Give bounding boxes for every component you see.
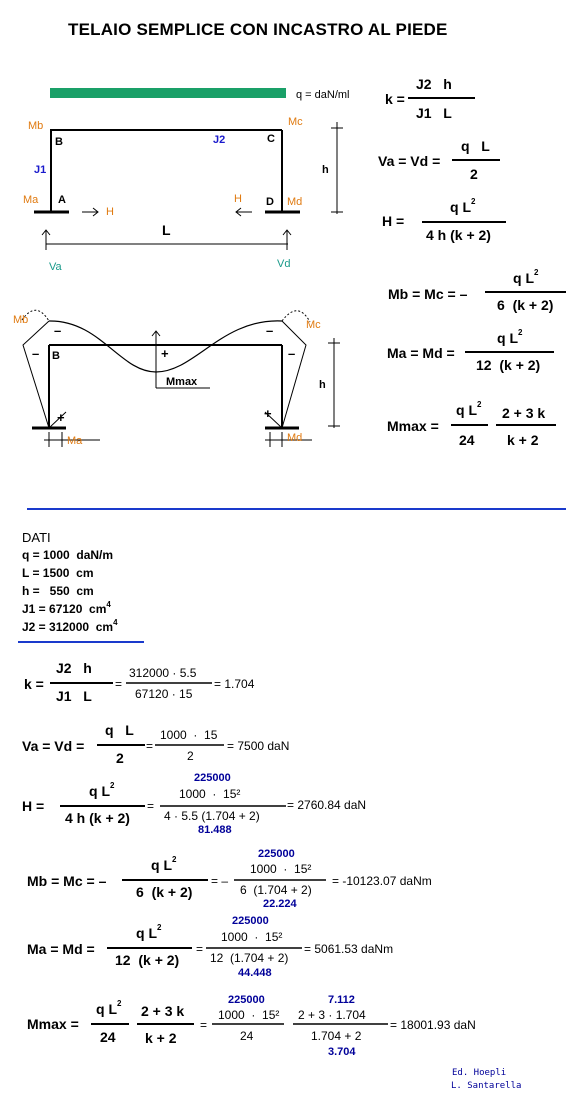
sign-minus: – [32, 346, 40, 361]
load-label: q = daN/ml [296, 89, 350, 101]
dati-heading: DATI [22, 530, 51, 545]
label-ma: Ma [67, 435, 83, 447]
calc-ma-bottom: 44.448 [238, 967, 272, 979]
label-mc: Mc [306, 319, 321, 331]
formula-k-den: J1 L [416, 105, 452, 121]
label-j2: J2 [213, 134, 226, 146]
calc-mmax-den3: 1.704 + 2 [311, 1029, 362, 1043]
label-b: B [55, 136, 63, 148]
calc-h-lhs: H = [22, 798, 45, 814]
formula-mmax-den: 24 [459, 432, 475, 448]
calc-mb-num: q $L^2$ [151, 855, 177, 873]
calc-k-den: J1 L [56, 688, 92, 704]
label-md: Md [287, 196, 303, 208]
formula-k-num: J2 h [416, 76, 452, 92]
calc-va-den: 2 [116, 750, 124, 766]
dati-l: L = 1500 cm [22, 566, 94, 580]
formula-mb-num: q $L^2$ [513, 268, 539, 286]
label-mc: Mc [288, 116, 303, 128]
calc-mb-result: = -10123.07 daNm [332, 874, 432, 888]
calc-k-num: J2 h [56, 660, 92, 676]
label-mb: Mb [28, 120, 44, 132]
calc-h-num2: 1000 · 15² [179, 787, 241, 801]
calc-h-result: = 2760.84 daN [287, 798, 367, 812]
formula-h-lhs: H = [382, 213, 405, 229]
calc-ma-top: 225000 [232, 915, 269, 927]
calc-mb-eq: = – [211, 874, 229, 888]
label-h-right: H [234, 193, 242, 205]
formula-ma-lhs: Ma = Md = [387, 345, 455, 361]
calc-mmax-top3: 7.112 [328, 994, 355, 1006]
calc-mmax-num-b: 2 + 3 k [141, 1003, 185, 1019]
label-md: Md [287, 432, 303, 444]
formula-mmax-lhs: Mmax = [387, 418, 439, 434]
calc-va-num2: 1000 · 15 [160, 728, 218, 742]
label-a: A [58, 194, 66, 206]
calc-ma-num: q $L^2$ [136, 923, 162, 941]
formula-k-lhs: k = [385, 91, 405, 107]
calc-mmax-result: = 18001.93 daN [390, 1018, 476, 1032]
calc-mmax-bottom3: 3.704 [328, 1046, 356, 1058]
label-mmax: Mmax [166, 376, 198, 388]
label-b: B [52, 350, 60, 362]
calc-mmax-den: 24 [100, 1029, 116, 1045]
formula-mb-lhs: Mb = Mc = – [388, 286, 468, 302]
calc-ma-den: 12 (k + 2) [115, 952, 180, 968]
calc-k-lhs: k = [24, 676, 44, 692]
calc-mmax-num2: 1000 · 15² [218, 1008, 280, 1022]
calc-mmax-den2: 24 [240, 1029, 254, 1043]
dati-q: q = 1000 daN/m [22, 548, 114, 562]
sign-plus: + [57, 410, 65, 425]
calc-va-result: = 7500 daN [227, 739, 290, 753]
calc-mb-bottom: 22.224 [263, 898, 297, 910]
sign-plus: + [264, 406, 272, 421]
dati-j1: J1 = 67120 $cm^4$ [22, 600, 111, 616]
label-mb: Mb [13, 314, 29, 326]
calc-h-top: 225000 [194, 772, 231, 784]
label-h-left: H [106, 206, 114, 218]
calc-h-bottom: 81.488 [198, 824, 232, 836]
calc-ma-num2: 1000 · 15² [221, 930, 283, 944]
sign-minus: – [54, 323, 62, 338]
calc-mb-num2: 1000 · 15² [250, 862, 312, 876]
dati-h: h = 550 cm [22, 584, 94, 598]
label-d: D [266, 196, 274, 208]
credit-author: L. Santarella [451, 1081, 522, 1091]
formula-h-num: q $L^2$ [450, 197, 476, 215]
calc-ma-result: = 5061.53 daNm [304, 942, 394, 956]
calc-mb-den: 6 (k + 2) [136, 884, 193, 900]
calc-mmax-num3: 2 + 3 · 1.704 [298, 1008, 366, 1022]
formula-mb-den: 6 (k + 2) [497, 297, 554, 313]
page-title: TELAIO SEMPLICE CON INCASTRO AL PIEDE [68, 20, 448, 39]
calc-mmax-top: 225000 [228, 994, 265, 1006]
sign-minus: – [266, 323, 274, 338]
calc-h-den2: 4 · 5.5 (1.704 + 2) [164, 809, 260, 823]
calc-mmax-den-b: k + 2 [145, 1030, 177, 1046]
sign-plus: + [161, 346, 169, 361]
calc-ma-den2: 12 (1.704 + 2) [210, 951, 289, 965]
calc-va-num: q L [105, 722, 134, 738]
formula-va-den: 2 [470, 166, 478, 182]
dati-j2: J2 = 312000 $cm^4$ [22, 618, 118, 634]
calc-h-den: 4 h (k + 2) [65, 810, 130, 826]
calc-k-den2: 67120 · 15 [135, 687, 193, 701]
label-l: L [162, 222, 171, 238]
calc-va-den2: 2 [187, 749, 194, 763]
calc-k-result: = 1.704 [214, 677, 255, 691]
sign-minus: – [288, 346, 296, 361]
formula-ma-den: 12 (k + 2) [476, 357, 541, 373]
label-ma: Ma [23, 194, 39, 206]
credit-publisher: Ed. Hoepli [452, 1068, 507, 1078]
label-h-dim: h [322, 164, 329, 176]
calc-mmax-num: q $L^2$ [96, 999, 122, 1017]
formula-va-lhs: Va = Vd = [378, 153, 441, 169]
label-j1: J1 [34, 164, 47, 176]
calc-k-num2: 312000 · 5.5 [129, 666, 197, 680]
calc-h-num: q $L^2$ [89, 781, 115, 799]
formula-mmax-num: q $L^2$ [456, 400, 482, 418]
label-va: Va [49, 261, 62, 273]
calc-va-lhs: Va = Vd = [22, 738, 85, 754]
calc-mb-lhs: Mb = Mc = – [27, 873, 107, 889]
formula-mmax-den2: k + 2 [507, 432, 539, 448]
formula-h-den: 4 h (k + 2) [426, 227, 491, 243]
label-c: C [267, 133, 275, 145]
calc-mb-top: 225000 [258, 848, 295, 860]
formula-va-num: q L [461, 138, 490, 154]
label-h-dim: h [319, 379, 326, 391]
calc-mb-den2: 6 (1.704 + 2) [240, 883, 312, 897]
formula-mmax-num2: 2 + 3 k [502, 405, 546, 421]
calc-mmax-lhs: Mmax = [27, 1016, 79, 1032]
label-vd: Vd [277, 258, 291, 270]
calc-ma-lhs: Ma = Md = [27, 941, 95, 957]
formula-ma-num: q $L^2$ [497, 328, 523, 346]
